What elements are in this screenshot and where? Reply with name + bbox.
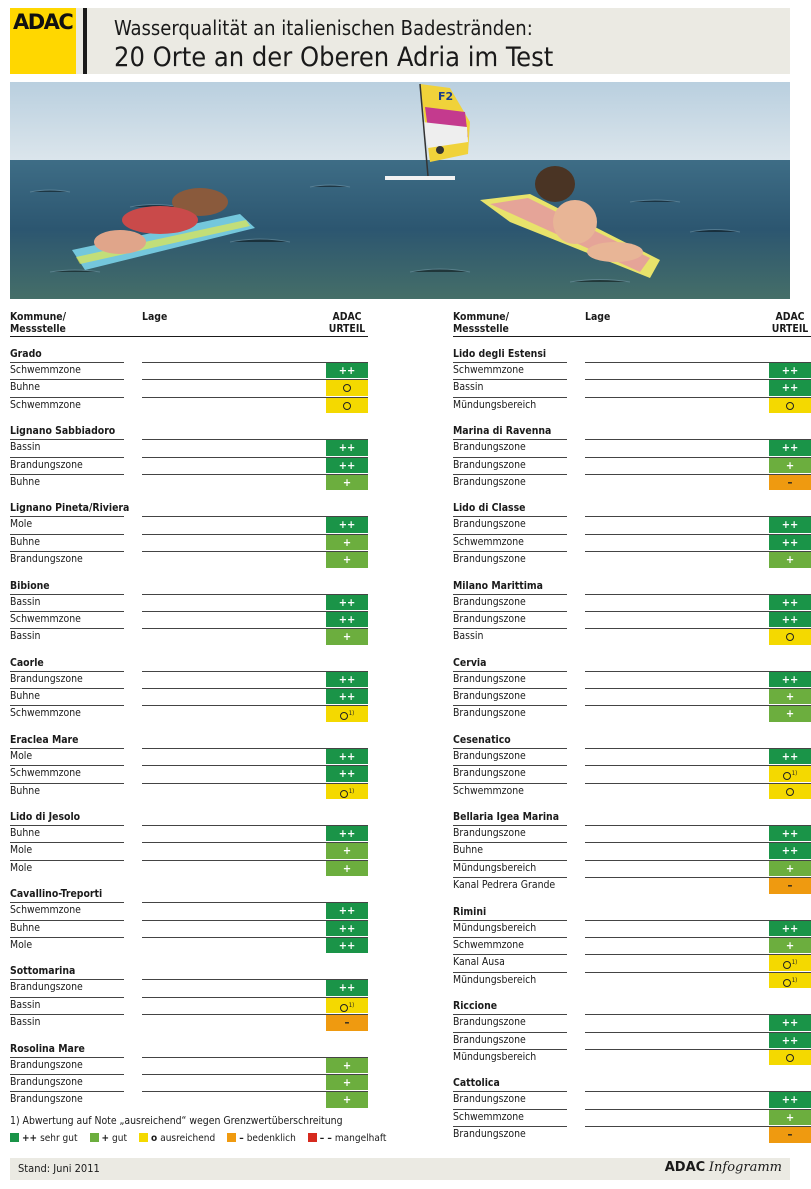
messstelle-cell: Mole [10, 518, 33, 531]
rating-badge: ++ [769, 440, 811, 455]
messstelle-cell: Buhne [10, 784, 40, 797]
rating-badge: + [326, 552, 368, 567]
rating-badge: ++ [326, 517, 368, 532]
messstelle-cell: Schwemmzone [453, 1110, 524, 1123]
table-row [453, 397, 811, 414]
location-group [10, 423, 368, 491]
table-row [10, 825, 368, 842]
messstelle-cell: Brandungszone [453, 553, 526, 566]
legend-item [139, 1133, 215, 1144]
messstelle-cell: Mole [10, 749, 33, 762]
col-header-kommune: Kommune/ Messstelle [453, 311, 510, 335]
legend-symbol: + [101, 1133, 110, 1144]
legend-label: bedenklich [246, 1133, 296, 1144]
table-row [10, 379, 368, 396]
messstelle-cell: Mole [10, 861, 33, 874]
location-name: Cattolica [453, 1077, 500, 1090]
ausreichend-ring-icon [786, 788, 794, 796]
footnote-marker: 1) [791, 770, 798, 778]
table-row [10, 1014, 368, 1031]
table-row [10, 551, 368, 568]
messstelle-cell: Brandungszone [453, 1016, 526, 1029]
legend-swatch [308, 1133, 317, 1142]
rating-badge: + [326, 1092, 368, 1107]
rating-badge: + [769, 1110, 811, 1125]
rating-badge: ++ [769, 612, 811, 627]
legend-symbol: ++ [22, 1133, 38, 1144]
legend-symbol: o [151, 1133, 158, 1144]
messstelle-cell: Buhne [10, 690, 40, 703]
messstelle-cell: Brandungszone [453, 518, 526, 531]
table-row [453, 688, 811, 705]
messstelle-cell: Mole [10, 938, 33, 951]
rating-badge: ++ [326, 595, 368, 610]
location-group [453, 1075, 811, 1143]
messstelle-cell: Brandungszone [10, 1093, 83, 1106]
legend-swatch [90, 1133, 99, 1142]
messstelle-cell: Bassin [10, 595, 41, 608]
page-title: 20 Orte an der Oberen Adria im Test [114, 42, 554, 73]
rating-badge [326, 706, 368, 721]
location-group [453, 732, 811, 800]
messstelle-cell: Brandungszone [10, 672, 83, 685]
rating-badge [326, 784, 368, 799]
rating-badge: – [769, 1127, 811, 1142]
rating-badge: + [326, 535, 368, 550]
header-divider [83, 8, 87, 74]
infogramm-brand: ADAC Infogramm [664, 1160, 782, 1175]
legend-label: sehr gut [40, 1133, 78, 1144]
table-row [453, 920, 811, 937]
messstelle-cell: Brandungszone [453, 827, 526, 840]
rating-badge: ++ [769, 380, 811, 395]
table-row [453, 516, 811, 533]
rating-badge: ++ [326, 440, 368, 455]
legend-swatch [227, 1133, 236, 1142]
rating-badge: ++ [326, 766, 368, 781]
location-group [10, 732, 368, 800]
location-name: Grado [10, 348, 42, 360]
messstelle-cell: Brandungszone [453, 475, 526, 488]
messstelle-cell: Mole [10, 844, 33, 857]
location-name: Rosolina Mare [10, 1042, 85, 1055]
header-bar [10, 8, 790, 74]
ausreichend-ring-icon [783, 961, 791, 969]
table-row [10, 474, 368, 491]
footnote-marker: 1) [348, 1001, 355, 1009]
rating-badge: ++ [326, 921, 368, 936]
messstelle-cell: Schwemmzone [10, 612, 81, 625]
ausreichend-ring-icon [786, 633, 794, 641]
messstelle-cell: Brandungszone [10, 981, 83, 994]
rating-badge: ++ [326, 980, 368, 995]
messstelle-cell: Mündungsbereich [453, 861, 537, 874]
table-row [10, 516, 368, 533]
legend-symbol: – [239, 1133, 244, 1144]
col-header-lage: Lage [585, 311, 611, 323]
legend-item [227, 1133, 296, 1144]
ausreichend-ring-icon [340, 1004, 348, 1012]
photo-illustration [10, 82, 790, 299]
messstelle-cell: Buhne [10, 381, 40, 394]
table-row [10, 594, 368, 611]
col-header-lage: Lage [142, 311, 168, 323]
legend-swatch [10, 1133, 19, 1142]
location-group [10, 655, 368, 723]
messstelle-cell: Brandungszone [453, 1033, 526, 1046]
location-group [10, 500, 368, 568]
messstelle-cell: Brandungszone [10, 1075, 83, 1088]
location-group [453, 998, 811, 1066]
location-group [10, 963, 368, 1031]
location-name: Lignano Sabbiadoro [10, 425, 116, 438]
table-row [10, 860, 368, 877]
table-row [10, 439, 368, 456]
table-row [453, 825, 811, 842]
messstelle-cell: Brandungszone [453, 595, 526, 608]
rating-badge: + [769, 938, 811, 953]
rating-badge [326, 998, 368, 1013]
messstelle-cell: Buhne [10, 827, 40, 840]
legend-swatch [139, 1133, 148, 1142]
messstelle-cell: Brandungszone [453, 441, 526, 454]
table-row [10, 534, 368, 551]
messstelle-cell: Brandungszone [453, 1128, 526, 1141]
table-row [10, 611, 368, 628]
location-group [453, 346, 811, 414]
legend-label: gut [112, 1133, 127, 1144]
rating-badge [326, 380, 368, 395]
table-row [453, 362, 811, 379]
table-row [10, 842, 368, 859]
messstelle-cell: Buhne [453, 844, 483, 857]
rating-badge: ++ [326, 826, 368, 841]
table-row [453, 628, 811, 645]
rating-badge: ++ [326, 689, 368, 704]
location-name: Lido di Classe [453, 502, 526, 515]
messstelle-cell: Schwemmzone [453, 784, 524, 797]
rating-badge: + [326, 1058, 368, 1073]
location-name: Bellaria Igea Marina [453, 811, 560, 824]
messstelle-cell: Schwemmzone [10, 364, 81, 376]
rating-badge [769, 973, 811, 988]
rating-badge: ++ [326, 672, 368, 687]
table-row [10, 748, 368, 765]
table-row [10, 1057, 368, 1074]
rating-badge: ++ [769, 363, 811, 378]
messstelle-cell: Bassin [453, 630, 484, 643]
table-row [10, 920, 368, 937]
rating-badge: ++ [769, 672, 811, 687]
location-name: Bibione [10, 579, 50, 592]
table-row [10, 362, 368, 379]
location-group [453, 500, 811, 568]
table-row [10, 997, 368, 1014]
table-left [10, 309, 368, 1109]
rating-badge [769, 766, 811, 781]
table-row [453, 860, 811, 877]
page-subtitle: Wasserqualität an italienischen Badestränden: [114, 16, 533, 40]
rating-badge: – [769, 878, 811, 893]
col-header-urteil: ADAC URTEIL [771, 311, 809, 335]
messstelle-cell: Schwemmzone [453, 364, 524, 376]
table-row [453, 551, 811, 568]
messstelle-cell: Schwemmzone [10, 707, 81, 720]
rating-badge [326, 398, 368, 413]
messstelle-cell: Mündungsbereich [453, 398, 537, 411]
location-name: Rimini [453, 905, 487, 918]
rating-badge: – [326, 1015, 368, 1030]
rating-badge: ++ [769, 921, 811, 936]
table-row [453, 1032, 811, 1049]
rating-badge: ++ [769, 1092, 811, 1107]
legend-symbol: – – [319, 1133, 332, 1144]
table-row [10, 628, 368, 645]
table-row [10, 902, 368, 919]
rating-badge: ++ [326, 612, 368, 627]
table-row [10, 457, 368, 474]
messstelle-cell: Brandungszone [453, 672, 526, 685]
messstelle-cell: Brandungszone [453, 690, 526, 703]
table-row [10, 705, 368, 722]
table-row [453, 954, 811, 971]
location-name: Marina di Ravenna [453, 425, 552, 438]
location-group [10, 1041, 368, 1109]
rating-badge [769, 398, 811, 413]
location-name: Sottomarina [10, 965, 76, 978]
table-row [10, 1091, 368, 1108]
rating-badge: + [769, 706, 811, 721]
table-row [453, 1091, 811, 1108]
footnote-marker: 1) [791, 959, 798, 967]
rating-badge: ++ [769, 843, 811, 858]
rating-badge: + [769, 689, 811, 704]
messstelle-cell: Schwemmzone [10, 767, 81, 780]
legend-label: ausreichend [160, 1133, 216, 1144]
messstelle-cell: Brandungszone [453, 458, 526, 471]
table-body [453, 346, 811, 1144]
ausreichend-ring-icon [343, 402, 351, 410]
location-group [10, 346, 368, 414]
table-row [453, 842, 811, 859]
rating-badge: ++ [769, 749, 811, 764]
beach-photo [10, 82, 790, 299]
messstelle-cell: Bassin [453, 381, 484, 394]
table-row [10, 783, 368, 800]
messstelle-cell: Mündungsbereich [453, 973, 537, 986]
location-group [453, 423, 811, 491]
messstelle-cell: Brandungszone [453, 749, 526, 762]
messstelle-cell: Mündungsbereich [453, 1050, 537, 1063]
ausreichend-ring-icon [340, 790, 348, 798]
table-header [10, 309, 368, 337]
rating-badge [769, 955, 811, 970]
rating-badge [769, 1050, 811, 1065]
table-row [453, 1109, 811, 1126]
location-name: Milano Marittima [453, 579, 543, 592]
rating-badge: + [769, 552, 811, 567]
svg-text:F2: F2 [438, 90, 454, 103]
messstelle-cell: Brandungszone [10, 1058, 83, 1071]
messstelle-cell: Mündungsbereich [453, 921, 537, 934]
rating-badge: ++ [326, 903, 368, 918]
rating-badge: – [769, 475, 811, 490]
messstelle-cell: Brandungszone [453, 612, 526, 625]
table-row [453, 937, 811, 954]
messstelle-cell: Buhne [10, 921, 40, 934]
legend-item [308, 1133, 387, 1144]
messstelle-cell: Buhne [10, 535, 40, 548]
location-group [10, 578, 368, 646]
location-name: Cesenatico [453, 733, 511, 746]
location-name: Lido degli Estensi [453, 348, 547, 360]
table-row [453, 877, 811, 894]
ausreichend-ring-icon [786, 1054, 794, 1062]
rating-badge: ++ [769, 595, 811, 610]
footer-bar [10, 1158, 790, 1180]
table-row [453, 534, 811, 551]
table-row [10, 688, 368, 705]
table-row [453, 765, 811, 782]
stand-date: Stand: Juni 2011 [18, 1162, 100, 1175]
table-body [10, 346, 368, 1109]
legend-label: mangelhaft [334, 1133, 387, 1144]
messstelle-cell: Schwemmzone [10, 904, 81, 917]
table-row [10, 979, 368, 996]
messstelle-cell: Schwemmzone [10, 398, 81, 411]
rating-badge: + [326, 629, 368, 644]
messstelle-cell: Buhne [10, 475, 40, 488]
location-name: Riccione [453, 1000, 498, 1013]
legend-item [10, 1133, 78, 1144]
rating-badge: + [326, 1075, 368, 1090]
table-row [10, 397, 368, 414]
table-row [453, 972, 811, 989]
messstelle-cell: Bassin [10, 441, 41, 454]
messstelle-cell: Brandungszone [10, 553, 83, 566]
messstelle-cell: Bassin [10, 998, 41, 1011]
legend [10, 1133, 398, 1144]
rating-badge: + [326, 475, 368, 490]
rating-badge: + [326, 843, 368, 858]
footnote-marker: 1) [348, 787, 355, 795]
messstelle-cell: Bassin [10, 1016, 41, 1029]
location-group [10, 809, 368, 877]
location-name: Lignano Pineta/Riviera [10, 502, 130, 515]
table-header [453, 309, 811, 337]
ausreichend-ring-icon [340, 712, 348, 720]
table-row [453, 1049, 811, 1066]
table-right [453, 309, 811, 1144]
table-row [453, 783, 811, 800]
table-row [453, 1014, 811, 1031]
ausreichend-ring-icon [343, 384, 351, 392]
table-row [10, 937, 368, 954]
rating-badge [769, 784, 811, 799]
messstelle-cell: Brandungszone [453, 707, 526, 720]
location-group [10, 886, 368, 954]
location-name: Caorle [10, 656, 44, 669]
location-group [453, 578, 811, 646]
rating-badge: ++ [769, 1033, 811, 1048]
rating-badge: ++ [326, 938, 368, 953]
messstelle-cell: Kanal Pedrera Grande [453, 879, 556, 892]
messstelle-cell: Brandungszone [10, 458, 83, 471]
rating-badge: ++ [769, 535, 811, 550]
messstelle-cell: Schwemmzone [453, 938, 524, 951]
ausreichend-ring-icon [783, 979, 791, 987]
messstelle-cell: Bassin [10, 630, 41, 643]
rating-badge: ++ [769, 517, 811, 532]
rating-badge: ++ [326, 749, 368, 764]
messstelle-cell: Kanal Ausa [453, 956, 505, 969]
table-row [453, 474, 811, 491]
table-row [453, 594, 811, 611]
footnote: 1) Abwertung auf Note „ausreichend“ wegen Grenzwertüberschreitung [10, 1115, 343, 1127]
rating-badge [769, 629, 811, 644]
ausreichend-ring-icon [786, 402, 794, 410]
table-row [453, 379, 811, 396]
table-row [453, 748, 811, 765]
table-row [453, 439, 811, 456]
table-row [10, 671, 368, 688]
location-group [453, 809, 811, 895]
location-name: Lido di Jesolo [10, 811, 81, 824]
table-row [453, 705, 811, 722]
table-row [453, 1126, 811, 1143]
messstelle-cell: Brandungszone [453, 1093, 526, 1106]
ausreichend-ring-icon [783, 772, 791, 780]
rating-badge: ++ [326, 363, 368, 378]
adac-logo: ADAC [10, 8, 76, 74]
location-name: Cervia [453, 656, 487, 669]
messstelle-cell: Schwemmzone [453, 535, 524, 548]
rating-badge: ++ [769, 826, 811, 841]
rating-badge: ++ [326, 458, 368, 473]
rating-badge: + [769, 861, 811, 876]
footnote-marker: 1) [348, 710, 355, 718]
col-header-urteil: ADAC URTEIL [328, 311, 366, 335]
location-group [453, 655, 811, 723]
location-group [453, 904, 811, 990]
table-row [10, 765, 368, 782]
footnote-marker: 1) [791, 976, 798, 984]
rating-badge: + [769, 458, 811, 473]
rating-badge: + [326, 861, 368, 876]
col-header-kommune: Kommune/ Messstelle [10, 311, 67, 335]
legend-item [90, 1133, 128, 1144]
table-row [453, 671, 811, 688]
location-name: Eraclea Mare [10, 733, 79, 746]
table-row [10, 1074, 368, 1091]
table-row [453, 457, 811, 474]
table-row [453, 611, 811, 628]
location-name: Cavallino-Treporti [10, 888, 103, 901]
rating-badge: ++ [769, 1015, 811, 1030]
messstelle-cell: Brandungszone [453, 767, 526, 780]
